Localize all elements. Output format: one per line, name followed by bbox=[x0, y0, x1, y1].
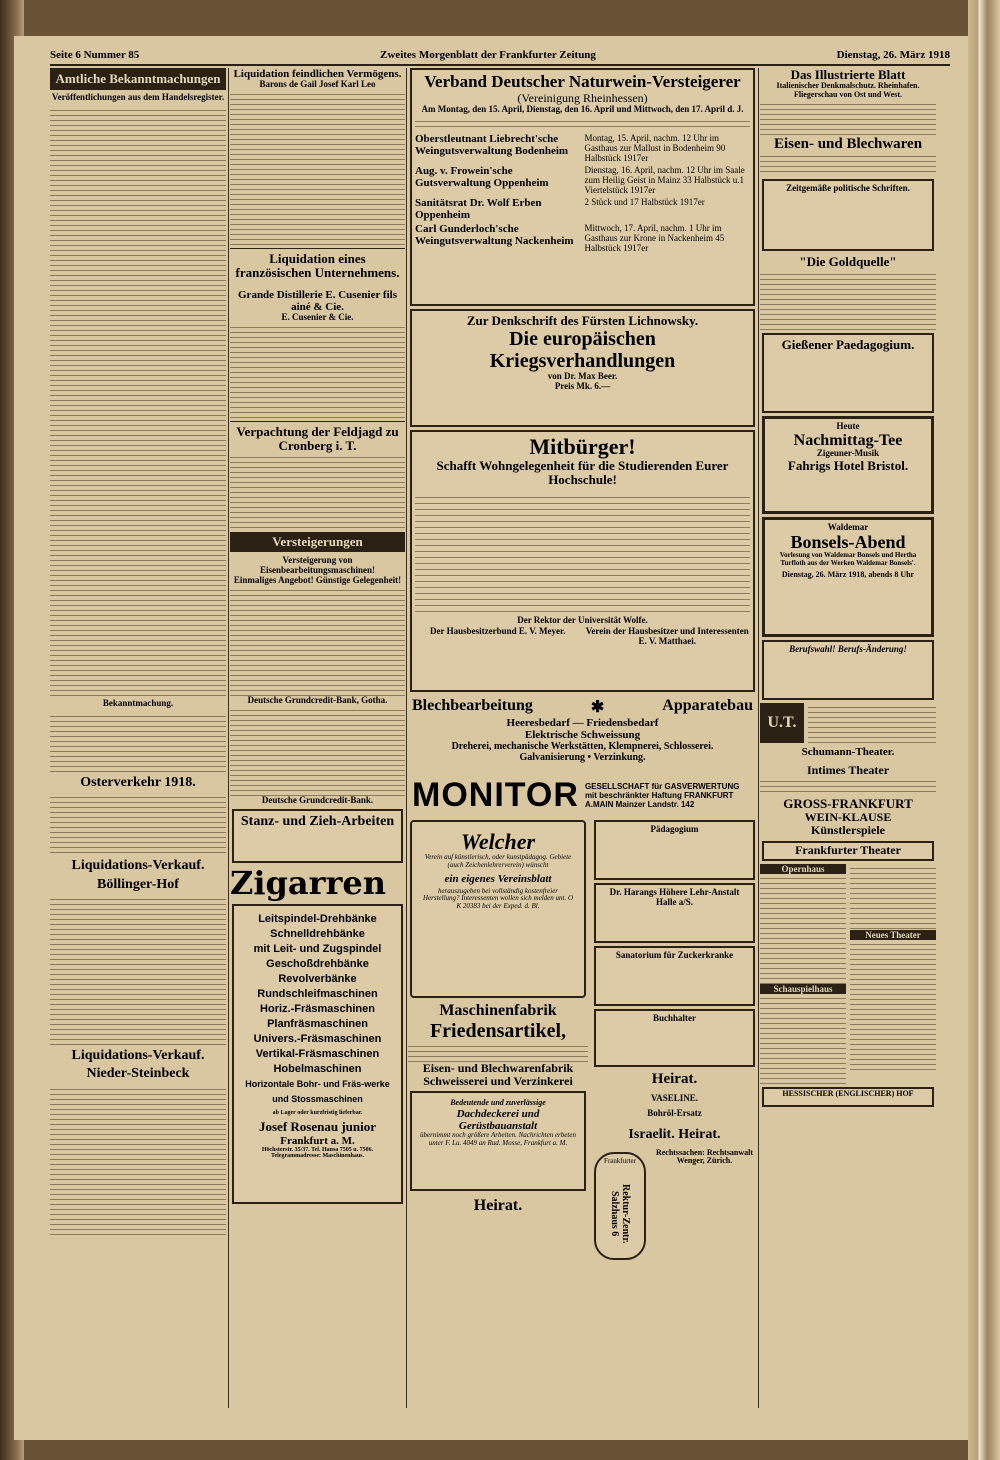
column-rule bbox=[228, 68, 229, 1408]
ad-hessischer-hof bbox=[762, 1087, 934, 1107]
heading: Stanz- und Zieh-Arbeiten bbox=[240, 813, 395, 829]
subheading: Veröffentlichungen aus dem Handelsregister. bbox=[51, 92, 225, 102]
machine-item: Rundschleifmaschinen bbox=[257, 987, 378, 1000]
ad-address: Höchsterstr. 35/37. Tel. Hansa 7505 u. 7506. bbox=[261, 1146, 374, 1153]
divider bbox=[230, 248, 405, 249]
heading: Osterverkehr 1918. bbox=[80, 774, 196, 790]
rektur-row bbox=[592, 1149, 757, 1263]
heading: Dr. Harangs Höhere Lehr-Anstalt Halle a/S. bbox=[609, 887, 740, 907]
section-title: Opernhaus bbox=[760, 864, 846, 874]
title: Die europäischen Kriegsverhandlungen bbox=[489, 328, 676, 373]
column-rule bbox=[758, 68, 759, 1408]
heading: Schumann-Theater. bbox=[801, 745, 895, 758]
heading: Berufswahl! Berufs-Änderung! bbox=[789, 643, 907, 654]
winery: Aug. v. Frowein'sche Gutsverwaltung Oppenheim bbox=[415, 164, 549, 189]
heading: Heirat. bbox=[651, 1071, 698, 1087]
machine-item: Vertikal-Fräsmaschinen bbox=[255, 1047, 380, 1060]
text: Frankfurter bbox=[604, 1156, 636, 1165]
text: übernimmt noch größere Arbeiten. Nachrichten erbeten unter F. Lu. 4049 an Rud. Mosse, Frankfurt a. M. bbox=[420, 1130, 576, 1147]
section-title: Schauspielhaus bbox=[760, 984, 846, 994]
column-rule bbox=[406, 68, 407, 1408]
heading: Pädagogium bbox=[650, 824, 699, 834]
subheading: Heeresbedarf — Friedensbedarf bbox=[506, 717, 659, 729]
heading: Eisen- und Blechwarenfabrik Schweisserei und Verzinkerei bbox=[422, 1060, 574, 1088]
ad-mitbuerger bbox=[410, 430, 755, 692]
text-block bbox=[50, 712, 226, 772]
machine-item: Revolverbänke bbox=[278, 972, 357, 985]
text-block bbox=[50, 895, 226, 1045]
ad-giessen bbox=[762, 333, 934, 413]
auction-info: Montag, 15. April, nachm. 12 Uhr im Gasthaus zur Mallust in Bodenheim 90 Halbstück 1917er bbox=[584, 132, 726, 163]
heading: VASELINE. bbox=[650, 1092, 699, 1103]
ad-stanz bbox=[232, 809, 403, 863]
theater-left bbox=[760, 864, 846, 1084]
text-block bbox=[808, 703, 936, 743]
heading: Rektur-Zentr. Salzhaus 6 bbox=[609, 1183, 631, 1244]
subheading: E. Cusenier & Cie. bbox=[281, 311, 354, 322]
ad-paedagogium bbox=[594, 820, 755, 880]
ad-harang bbox=[594, 883, 755, 943]
subheading: (Vereinigung Rheinhessen) bbox=[517, 90, 648, 105]
heading: Liquidations-Verkauf. bbox=[71, 858, 205, 874]
logo: U.T. bbox=[760, 703, 804, 743]
author: von Dr. Max Beer. bbox=[547, 371, 618, 382]
page-header bbox=[50, 46, 950, 66]
winery: Oberstleutnant Liebrecht'sche Weingutsverwaltung Bodenheim bbox=[415, 132, 569, 157]
text-block bbox=[760, 152, 936, 176]
section-title: Amtliche Bekanntmachungen bbox=[50, 68, 226, 90]
machine-item: mit Leit- und Zugspindel bbox=[253, 942, 382, 955]
signature: Verein der Hausbesitzer und Interessenten E. V. Matthaei. bbox=[585, 625, 749, 646]
heading: ein eigenes Vereinsblatt bbox=[444, 872, 552, 885]
ad-telegram: Telegrammadresse: Maschinenhaus. bbox=[271, 1153, 364, 1160]
divider bbox=[230, 421, 405, 422]
text-block bbox=[230, 453, 405, 528]
column-right-ads bbox=[760, 68, 936, 1408]
subheading: Barons de Gail Josef Karl Leo bbox=[259, 79, 376, 90]
text-block bbox=[230, 323, 405, 418]
text-block bbox=[408, 1042, 588, 1062]
signature: Der Rektor der Universität Wolfe. bbox=[517, 614, 648, 625]
heading: Intimes Theater bbox=[806, 762, 890, 777]
ad-sanatorium bbox=[594, 946, 755, 1006]
column-liquidations bbox=[230, 68, 405, 1408]
company-info: GESELLSCHAFT für GASVERWERTUNG mit beschränkter Haftung FRANKFURT A.MAIN Mainzer Landstr. 142 bbox=[584, 781, 740, 809]
theater-program bbox=[760, 864, 936, 1084]
wine-row bbox=[415, 165, 750, 195]
heading: Welcher bbox=[460, 829, 536, 854]
ad-note: ab Lager oder kurzfristig lieferbar. bbox=[272, 1109, 363, 1116]
subheading: Dreherei, mechanische Werkstätten, Klempnerei, Schlosserei. bbox=[451, 741, 714, 753]
signature: Der Hausbesitzerbund E. V. Meyer. bbox=[430, 625, 566, 636]
machine-list bbox=[240, 912, 395, 1107]
ad-rosenau bbox=[232, 904, 403, 1204]
dates: Am Montag, den 15. April, Dienstag, den 16. April und Mittwoch, den 17. April d. J. bbox=[421, 103, 744, 114]
text-block bbox=[50, 793, 226, 855]
text-block bbox=[415, 492, 750, 612]
heading: Liquidation feindlichen Vermögens. bbox=[233, 68, 402, 80]
heading: Zur Denkschrift des Fürsten Lichnowsky. bbox=[466, 313, 699, 328]
heading: Gießener Paedagogium. bbox=[781, 336, 915, 352]
price: Preis Mk. 6.— bbox=[554, 381, 611, 392]
heading: Maschinenfabrik bbox=[439, 1002, 557, 1019]
subheading: Einmaliges Angebot! Günstige Gelegenheit! bbox=[233, 575, 402, 586]
text: Bedeutende und zuverlässige bbox=[450, 1097, 546, 1107]
heading: Das Illustrierte Blatt bbox=[790, 68, 906, 82]
heading: Deutsche Grundcredit-Bank, Gotha. bbox=[247, 694, 388, 705]
ad-dachdeckerei bbox=[410, 1091, 586, 1191]
column-official-notices bbox=[50, 68, 226, 1408]
text-block bbox=[760, 777, 936, 793]
heading: Eisen- und Blechwaren bbox=[773, 135, 923, 152]
date: Dienstag, 26. März 1918, abends 8 Uhr bbox=[781, 569, 915, 579]
heading: HESSISCHER (ENGLISCHER) HOF bbox=[782, 1088, 914, 1098]
auction-info: Dienstag, 16. April, nachm. 12 Uhr im Saale zum Heilig Geist in Mainz 33 Halbstück u.1 Viertelstück 1917er bbox=[584, 164, 745, 195]
heading: Israelit. Heirat. bbox=[628, 1127, 721, 1143]
text-block bbox=[230, 706, 405, 796]
wine-row bbox=[415, 223, 750, 253]
section-title: Versteigerungen bbox=[230, 532, 405, 552]
heading: Nachmittag-Tee bbox=[793, 431, 903, 449]
machine-item: Horizontale Bohr- und Fräs-werke und Stossmaschinen bbox=[245, 1078, 390, 1104]
text-block bbox=[415, 117, 750, 131]
ad-monitor bbox=[408, 773, 757, 817]
header-left: Seite 6 Nummer 85 bbox=[50, 49, 140, 61]
heading: Blechbearbeitung bbox=[412, 697, 533, 714]
machine-item: Schnelldrehbänke bbox=[270, 927, 365, 940]
machine-item: Geschoßdrehbänke bbox=[266, 957, 369, 970]
heading: Liquidation eines französischen Unternehmens. bbox=[235, 250, 400, 281]
header-right: Dienstag, 26. März 1918 bbox=[836, 49, 950, 61]
heading: Apparatebau bbox=[662, 697, 753, 714]
heading: Zigarren bbox=[230, 863, 386, 902]
heading: Künstlerspiele bbox=[811, 823, 885, 838]
ad-name: Josef Rosenau junior bbox=[258, 1119, 376, 1135]
heading: Bekanntmachung. bbox=[102, 697, 174, 708]
auction-info: Mittwoch, 17. April, nachm. 1 Uhr im Gasthaus zur Krone in Nackenheim 45 Halbstück 1917er bbox=[584, 222, 725, 253]
machine-item: Planfräsmaschinen bbox=[267, 1017, 368, 1030]
text-block bbox=[760, 874, 846, 984]
text-block bbox=[760, 270, 936, 330]
heading: Friedensartikel, bbox=[429, 1019, 567, 1042]
ad-lichnowsky bbox=[410, 309, 755, 427]
page-edge bbox=[968, 0, 1000, 1460]
lower-ads bbox=[408, 817, 757, 1263]
logo: MONITOR bbox=[412, 775, 579, 814]
heading: GROSS-FRANKFURT bbox=[783, 795, 913, 811]
heading: Versteigerung von Eisenbearbeitungsmaschinen! bbox=[259, 555, 375, 576]
heading: Frankfurter Theater bbox=[795, 842, 901, 857]
ad-blech bbox=[408, 695, 757, 773]
text-block bbox=[230, 90, 405, 245]
star-icon: ✱ bbox=[590, 699, 605, 716]
text: Verein auf künstlerisch, oder kunstpädagog. Gebiete (auch Zeichenlehrerverein) wünscht bbox=[424, 853, 572, 869]
ad-berufswahl bbox=[762, 640, 934, 700]
lower-mid bbox=[592, 817, 757, 1263]
subheading: Italienischer Denkmalschutz. Rheinhafen. Fliegerschau von Ost und West. bbox=[776, 81, 920, 100]
winery: Sanitätsrat Dr. Wolf Erben Oppenheim bbox=[415, 196, 542, 221]
heading: Deutsche Grundcredit-Bank. bbox=[261, 794, 374, 805]
heading: Böllinger-Hof bbox=[97, 876, 179, 892]
heading: Verband Deutscher Naturwein-Versteigerer bbox=[424, 72, 741, 91]
heading: Rechtssachen: Rechtsanwalt Wenger, Zürich. bbox=[655, 1147, 754, 1166]
lower-left bbox=[408, 817, 588, 1263]
text: Zigeuner-Musik bbox=[816, 448, 880, 459]
heading: Verpachtung der Feldjagd zu Cronberg i. T. bbox=[236, 423, 399, 453]
heading: Grande Distillerie E. Cusenier fils ainé & Cie. bbox=[238, 288, 397, 313]
heading: WEIN-KLAUSE bbox=[804, 810, 892, 825]
text-block bbox=[50, 1085, 226, 1235]
ad-wine-auction bbox=[410, 68, 755, 306]
ad-rektur bbox=[594, 1152, 646, 1260]
ad-buchhalter bbox=[594, 1009, 755, 1067]
wine-row bbox=[415, 133, 750, 163]
heading: Heirat. bbox=[473, 1196, 523, 1214]
text: Vorlesung von Waldemar Bonsels und Hertha Turfloth aus der Werken Waldemar Bonsels'. bbox=[779, 551, 917, 568]
ad-row bbox=[412, 697, 753, 717]
heading: Sanatorium für Zuckerkranke bbox=[615, 950, 734, 960]
winery: Carl Gunderloch'sche Weingutsverwaltung Nackenheim bbox=[415, 222, 574, 247]
text-block bbox=[760, 994, 846, 1084]
auction-info: 2 Stück und 17 Halbstück 1917er bbox=[584, 196, 705, 207]
machine-item: Univers.-Fräsmaschinen bbox=[253, 1032, 382, 1045]
text-block bbox=[50, 106, 226, 696]
heading: Buchhalter bbox=[652, 1013, 696, 1023]
ad-welcher bbox=[410, 820, 586, 998]
heading: "Die Goldquelle" bbox=[799, 254, 897, 270]
text-block bbox=[230, 586, 405, 696]
heading: Bohröl-Ersatz bbox=[647, 1108, 702, 1119]
subheading: Schafft Wohngelegenheit für die Studierenden Eurer Hochschule! bbox=[436, 458, 729, 488]
column-main-ads bbox=[408, 68, 757, 1408]
heading: Mitbürger! bbox=[529, 434, 636, 459]
heading: Bonsels-Abend bbox=[790, 531, 906, 552]
text: Waldemar bbox=[827, 521, 869, 532]
header-center: Zweites Morgenblatt der Frankfurter Zeitung bbox=[380, 49, 596, 61]
heading: Dachdeckerei und Gerüstbauanstalt bbox=[456, 1107, 540, 1132]
heading: Zeitgemäße politische Schriften. bbox=[786, 183, 910, 194]
ad-zigarren bbox=[230, 863, 405, 902]
ad-ut bbox=[760, 703, 936, 743]
ad-politik bbox=[762, 179, 934, 251]
signatures bbox=[415, 626, 750, 646]
machine-item: Hobelmaschinen bbox=[273, 1062, 362, 1075]
subheading: Elektrische Schweissung bbox=[524, 729, 641, 742]
wine-row bbox=[415, 197, 750, 221]
text: herauszugeben bei vollständig kostenfreier Herstellung? Interessenten wollen sich melden unt. O K 20383 bei der Exped. d. Bl. bbox=[422, 886, 574, 911]
ad-bonsels bbox=[762, 517, 934, 637]
ad-city: Frankfurt a. M. bbox=[280, 1134, 355, 1147]
text: Heute bbox=[836, 420, 860, 431]
ad-tea bbox=[762, 416, 934, 514]
heading: Liquidations-Verkauf. bbox=[71, 1047, 205, 1063]
ad-frankfurter-theater bbox=[762, 841, 934, 861]
text-block bbox=[850, 864, 936, 930]
section-title: Neues Theater bbox=[850, 930, 936, 940]
heading: Nieder-Steinbeck bbox=[86, 1066, 190, 1082]
heading: Fahrigs Hotel Bristol. bbox=[787, 458, 909, 474]
text-block bbox=[760, 100, 936, 136]
text-block bbox=[850, 940, 936, 1074]
subheading: Galvanisierung • Verzinkung. bbox=[519, 752, 646, 764]
machine-item: Leitspindel-Drehbänke bbox=[258, 912, 377, 925]
machine-item: Horiz.-Fräsmaschinen bbox=[260, 1002, 375, 1015]
theater-right bbox=[850, 864, 936, 1084]
